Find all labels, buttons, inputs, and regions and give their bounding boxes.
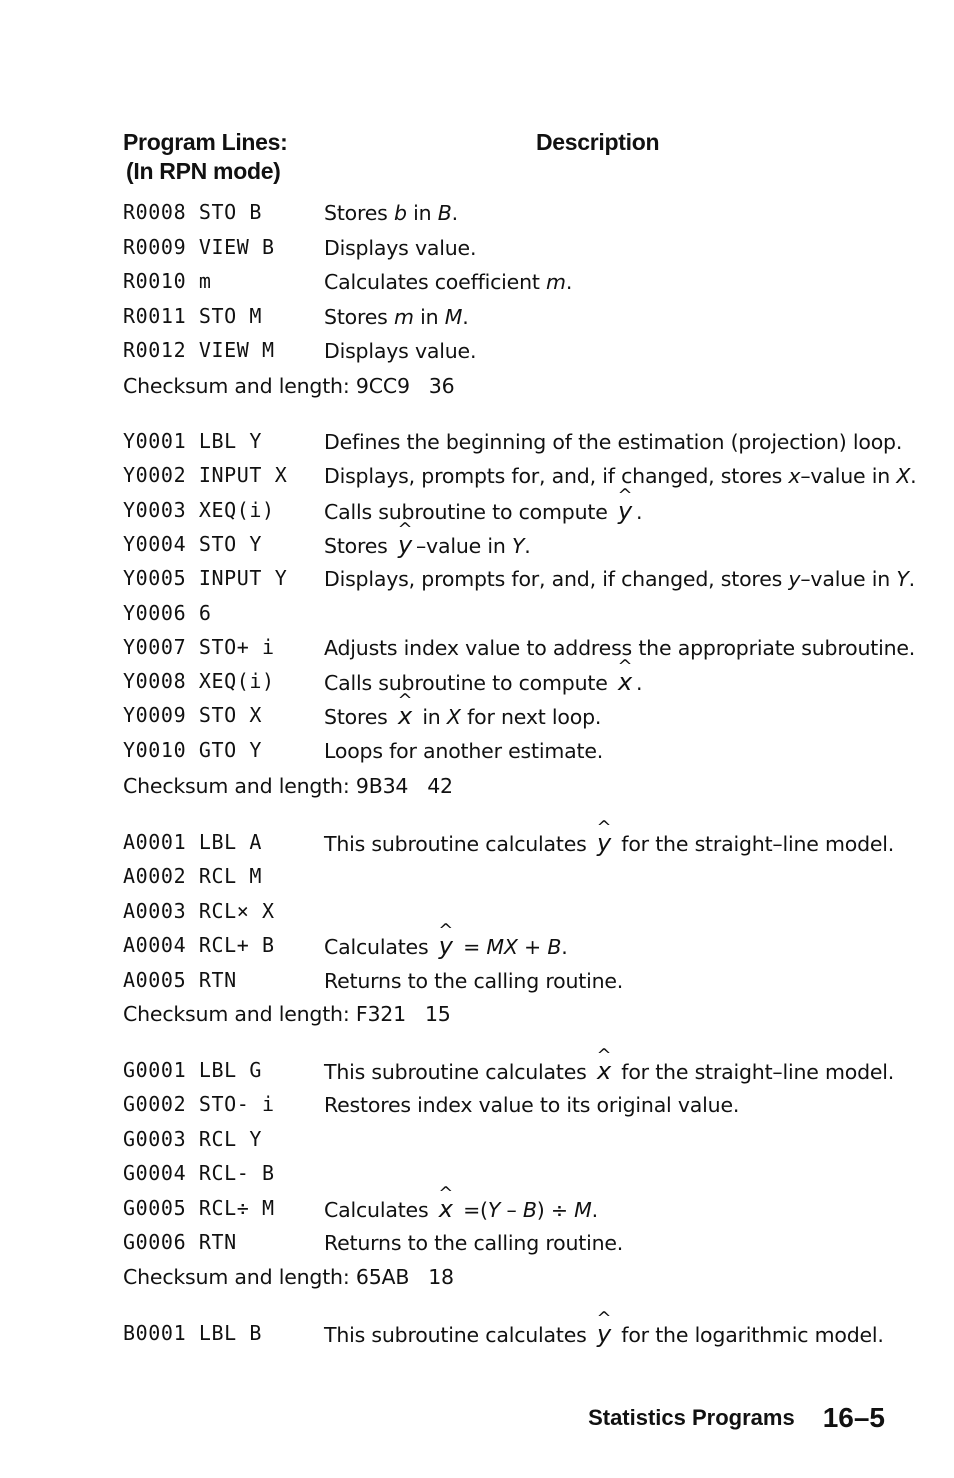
x-hat-symbol: ^ x: [614, 668, 636, 696]
description-text: .: [451, 201, 458, 225]
description-text: X: [896, 464, 911, 489]
program-line-code: A0004 RCL+ B: [123, 933, 275, 958]
program-line-code: Y0010 GTO Y: [123, 737, 263, 762]
program-line: [123, 428, 903, 462]
program-line-description: [324, 1229, 623, 1257]
program-line-code: Y0006 6: [123, 600, 212, 625]
description-text: X: [446, 705, 461, 730]
description-text: –: [500, 1197, 523, 1222]
description-text: Displays value.: [324, 339, 477, 363]
program-line-description: [324, 531, 531, 560]
program-line: [123, 600, 903, 634]
description-text: Stores: [324, 533, 394, 558]
program-line-code: Y0002 INPUT X: [123, 463, 288, 488]
program-line-code: G0001 LBL G: [123, 1058, 263, 1082]
description-text: MX: [486, 935, 518, 960]
program-line: [123, 898, 903, 932]
program-line-description: [324, 1320, 884, 1349]
checksum-and-length: Checksum and length: 65AB 18: [123, 1265, 454, 1289]
program-line-code: G0005 RCL÷ M: [123, 1195, 275, 1220]
description-text: Stores: [324, 705, 394, 730]
page-number: 16–5: [822, 1402, 885, 1433]
y-hat-symbol: ^ y: [394, 531, 416, 559]
description-text: Calculates coefficient: [324, 270, 547, 294]
program-line-code: Y0009 STO X: [123, 703, 263, 728]
program-line: [123, 1057, 903, 1091]
program-line-code: R0008 STO B: [123, 200, 263, 224]
description-text: B: [547, 935, 562, 960]
description-text: Loops for another estimate.: [324, 738, 604, 763]
description-text: Stores: [324, 304, 394, 329]
program-line: [123, 932, 903, 966]
program-line: [123, 234, 903, 268]
section-title: Statistics Programs: [588, 1405, 795, 1430]
program-line-code: G0003 RCL Y: [123, 1126, 263, 1151]
program-line: [123, 1091, 903, 1125]
program-line-code: R0011 STO M: [123, 303, 263, 328]
description-text: m: [546, 270, 566, 294]
description-text: m: [393, 304, 414, 329]
description-text: Returns to the calling routine.: [324, 968, 624, 993]
program-line-description: [324, 1195, 598, 1224]
description-text: for the straight–line model.: [614, 1060, 895, 1084]
program-lines-header: [123, 128, 288, 186]
description-text: Displays, prompts for, and, if changed, stores: [324, 567, 789, 592]
program-line-code: Y0007 STO+ i: [123, 634, 275, 659]
x-hat-symbol: ^ x: [435, 1195, 457, 1223]
description-text: Calls subroutine to compute: [324, 499, 614, 524]
y-hat-symbol: ^ y: [593, 829, 615, 857]
program-line-code: R0009 VIEW B: [123, 234, 275, 259]
program-line: [123, 462, 917, 496]
program-line-code: A0003 RCL× X: [123, 898, 275, 923]
program-line-description: [324, 1091, 739, 1119]
description-text: M: [574, 1197, 592, 1222]
program-line-code: A0001 LBL A: [123, 830, 263, 854]
program-line-description: [324, 234, 476, 262]
program-line-description: [324, 1057, 894, 1086]
checksum-and-length: Checksum and length: 9CC9 36: [123, 374, 455, 398]
program-line-description: [324, 668, 642, 697]
program-line: [123, 268, 903, 302]
program-line: [123, 303, 903, 337]
program-line: [123, 829, 903, 863]
description-text: Y: [487, 1197, 501, 1222]
program-line: [123, 1126, 903, 1160]
program-line: [123, 967, 903, 1001]
program-line-code: G0006 RTN: [123, 1230, 237, 1254]
description-text: for the straight–line model.: [614, 832, 895, 856]
program-line-code: Y0003 XEQ(i): [123, 497, 275, 522]
description-text: This subroutine calculates: [324, 1060, 593, 1084]
description-text: M: [444, 304, 463, 329]
program-line-description: [324, 737, 603, 765]
description-text: =: [456, 935, 487, 960]
program-line: [123, 668, 903, 702]
program-line-description: [324, 932, 568, 961]
description-text: .: [565, 270, 573, 294]
program-line: [123, 497, 903, 531]
program-line-description: [324, 199, 458, 227]
description-text: B: [522, 1197, 537, 1222]
program-line-description: [324, 268, 572, 296]
program-line-description: [324, 497, 642, 526]
description-text: b: [393, 201, 407, 225]
description-text: ) ÷: [536, 1197, 575, 1222]
program-line-code: R0010 m: [123, 269, 212, 293]
description-text: in: [413, 304, 445, 329]
program-line: [123, 1195, 903, 1229]
description-text: This subroutine calculates: [324, 832, 593, 856]
x-hat-symbol: ^ x: [394, 702, 416, 730]
description-text: Defines the beginning of the estimation (projection) loop.: [324, 430, 903, 454]
program-line: [123, 1229, 903, 1263]
y-hat-symbol: ^ y: [614, 497, 636, 525]
description-text: Displays value.: [324, 235, 477, 260]
program-line-code: G0004 RCL- B: [123, 1161, 275, 1186]
description-text: –value in: [800, 464, 897, 489]
program-line: [123, 531, 903, 565]
program-line-code: A0005 RTN: [123, 967, 237, 992]
description-text: .: [910, 464, 917, 489]
program-line-code: Y0005 INPUT Y: [123, 566, 288, 591]
description-text: in: [416, 705, 447, 730]
description-text: y: [788, 567, 801, 592]
description-text: x: [788, 464, 801, 489]
description-text: =(: [456, 1197, 488, 1222]
description-text: .: [524, 533, 531, 558]
description-text: –value in: [800, 567, 897, 592]
description-text: in: [406, 201, 438, 225]
program-line-code: Y0001 LBL Y: [123, 429, 263, 453]
program-line: [123, 863, 903, 897]
program-line-code: B0001 LBL B: [123, 1321, 263, 1345]
description-text: Restores index value to its original value.: [324, 1093, 740, 1118]
checksum-and-length: Checksum and length: F321 15: [123, 1002, 451, 1026]
description-text: Displays, prompts for, and, if changed, stores: [324, 464, 789, 489]
y-hat-symbol: ^ y: [593, 1320, 615, 1348]
description-header: Description: [536, 129, 660, 155]
program-line-description: [324, 702, 601, 731]
program-line-description: [324, 303, 469, 331]
program-line-description: [324, 337, 476, 365]
program-line: [123, 565, 915, 599]
description-text: for the logarithmic model.: [614, 1323, 884, 1347]
page-footer: [588, 1402, 885, 1434]
program-line-code: R0012 VIEW M: [123, 338, 275, 362]
description-text: +: [517, 935, 548, 960]
description-text: Returns to the calling routine.: [324, 1231, 624, 1255]
description-text: for next loop.: [460, 705, 602, 730]
program-line-code: G0002 STO- i: [123, 1092, 275, 1117]
program-line-code: A0002 RCL M: [123, 864, 263, 889]
rpn-mode-label: (In RPN mode): [126, 158, 281, 184]
description-text: Calls subroutine to compute: [324, 671, 614, 696]
program-line-description: [324, 967, 623, 995]
program-line: [123, 1160, 903, 1194]
program-line: [123, 634, 916, 668]
description-text: This subroutine calculates: [324, 1323, 593, 1347]
description-text: Calculates: [324, 935, 435, 960]
description-text: .: [591, 1197, 598, 1222]
description-text: .: [462, 304, 469, 329]
program-line-description: [324, 829, 894, 858]
description-text: Calculates: [324, 1197, 435, 1222]
program-line-description: [324, 428, 902, 456]
program-line: [123, 199, 903, 233]
program-line: [123, 1320, 903, 1354]
description-text: Stores: [324, 201, 394, 225]
description-text: .: [635, 671, 643, 696]
program-line: [123, 702, 903, 736]
program-line-code: Y0008 XEQ(i): [123, 669, 275, 694]
description-text: .: [908, 567, 915, 592]
description-text: Adjusts index value to address the appropriate subroutine.: [324, 635, 916, 660]
description-text: .: [561, 935, 568, 960]
description-text: –value in: [416, 533, 512, 558]
description-text: .: [635, 499, 643, 524]
y-hat-symbol: ^ y: [435, 932, 457, 960]
program-lines-label: Program Lines:: [123, 129, 288, 155]
checksum-and-length: Checksum and length: 9B34 42: [123, 774, 453, 798]
program-line: [123, 337, 903, 371]
program-line-description: [324, 565, 915, 593]
description-text: B: [437, 201, 452, 225]
x-hat-symbol: ^ x: [593, 1057, 615, 1085]
description-text: Y: [511, 533, 525, 558]
program-line-code: Y0004 STO Y: [123, 531, 263, 556]
program-line: [123, 737, 903, 771]
description-text: Y: [896, 567, 909, 592]
